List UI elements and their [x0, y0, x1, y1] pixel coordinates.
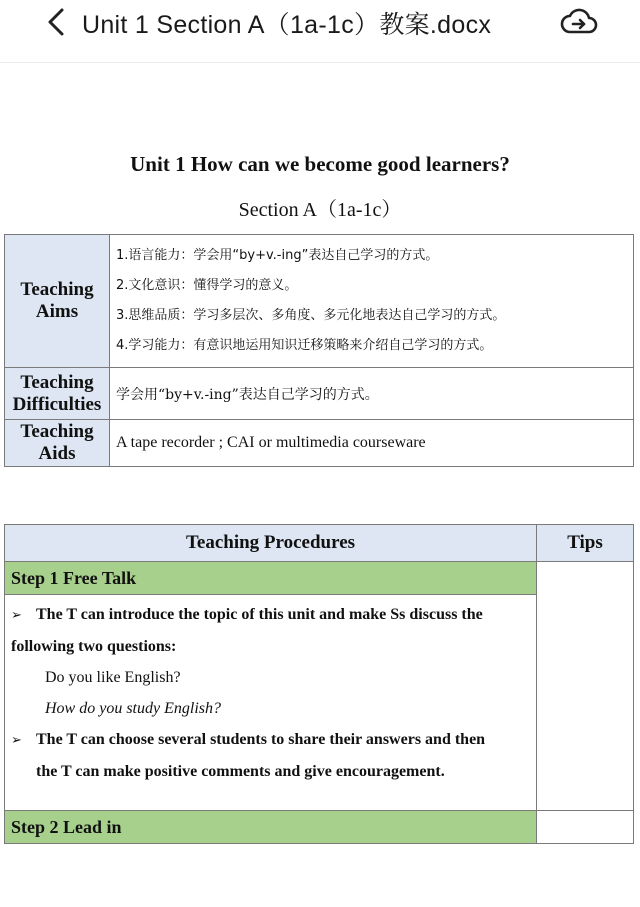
bullet-arrow-icon: ➢: [11, 608, 22, 623]
document-title: Unit 1 Section A（1a-1c）教案.docx: [82, 11, 492, 39]
aim-item: 1.语言能力：学会用“by+v.-ing”表达自己学习的方式。: [116, 248, 439, 263]
aims-cell: [110, 235, 634, 368]
aim-item: 3.思维品质：学习多层次、多角度、多元化地表达自己学习的方式。: [116, 308, 506, 323]
chevron-left-icon: [46, 7, 66, 37]
procedures-table: [4, 524, 634, 844]
top-bar: [0, 0, 640, 46]
tips-cell: [537, 562, 634, 811]
question-item: Do you like English?: [45, 669, 181, 686]
overview-table: [4, 234, 634, 467]
lesson-subtitle: Section A（1a-1c）: [238, 199, 402, 221]
difficulties-value: 学会用“by+v.-ing”表达自己学习的方式。: [110, 368, 634, 420]
aim-item: 4.学习能力：有意识地运用知识迁移策略来介绍自己学习的方式。: [116, 338, 493, 353]
bullet-continuation: following two questions:: [11, 638, 177, 655]
aim-item: 2.文化意识：懂得学习的意义。: [116, 278, 298, 293]
tips-cell: [537, 811, 634, 844]
aids-label: Teaching Aids: [5, 420, 110, 467]
step-2-header: Step 2 Lead in: [5, 811, 537, 844]
step-1-header: Step 1 Free Talk: [5, 562, 537, 595]
aids-value: A tape recorder ; CAI or multimedia courseware: [110, 420, 634, 467]
back-button[interactable]: [44, 6, 68, 38]
tips-column-header: Tips: [537, 525, 634, 562]
aims-label: Teaching Aims: [5, 235, 110, 368]
cloud-upload-button[interactable]: [560, 4, 598, 38]
difficulties-label: Teaching Difficulties: [5, 368, 110, 420]
lesson-title: Unit 1 How can we become good learners?: [130, 152, 510, 176]
step-1-content: [5, 595, 537, 811]
header-divider: [0, 62, 640, 63]
question-item: How do you study English?: [45, 700, 221, 717]
bullet-arrow-icon: ➢: [11, 733, 22, 748]
bullet-item: ➢ The T can introduce the topic of this unit and make Ss discuss the: [11, 599, 530, 631]
cloud-upload-icon: [560, 4, 598, 38]
bullet-continuation: the T can make positive comments and give encouragement.: [36, 763, 445, 780]
bullet-item: ➢ The T can choose several students to share their answers and then: [11, 724, 530, 756]
procedures-column-header: Teaching Procedures: [5, 525, 537, 562]
